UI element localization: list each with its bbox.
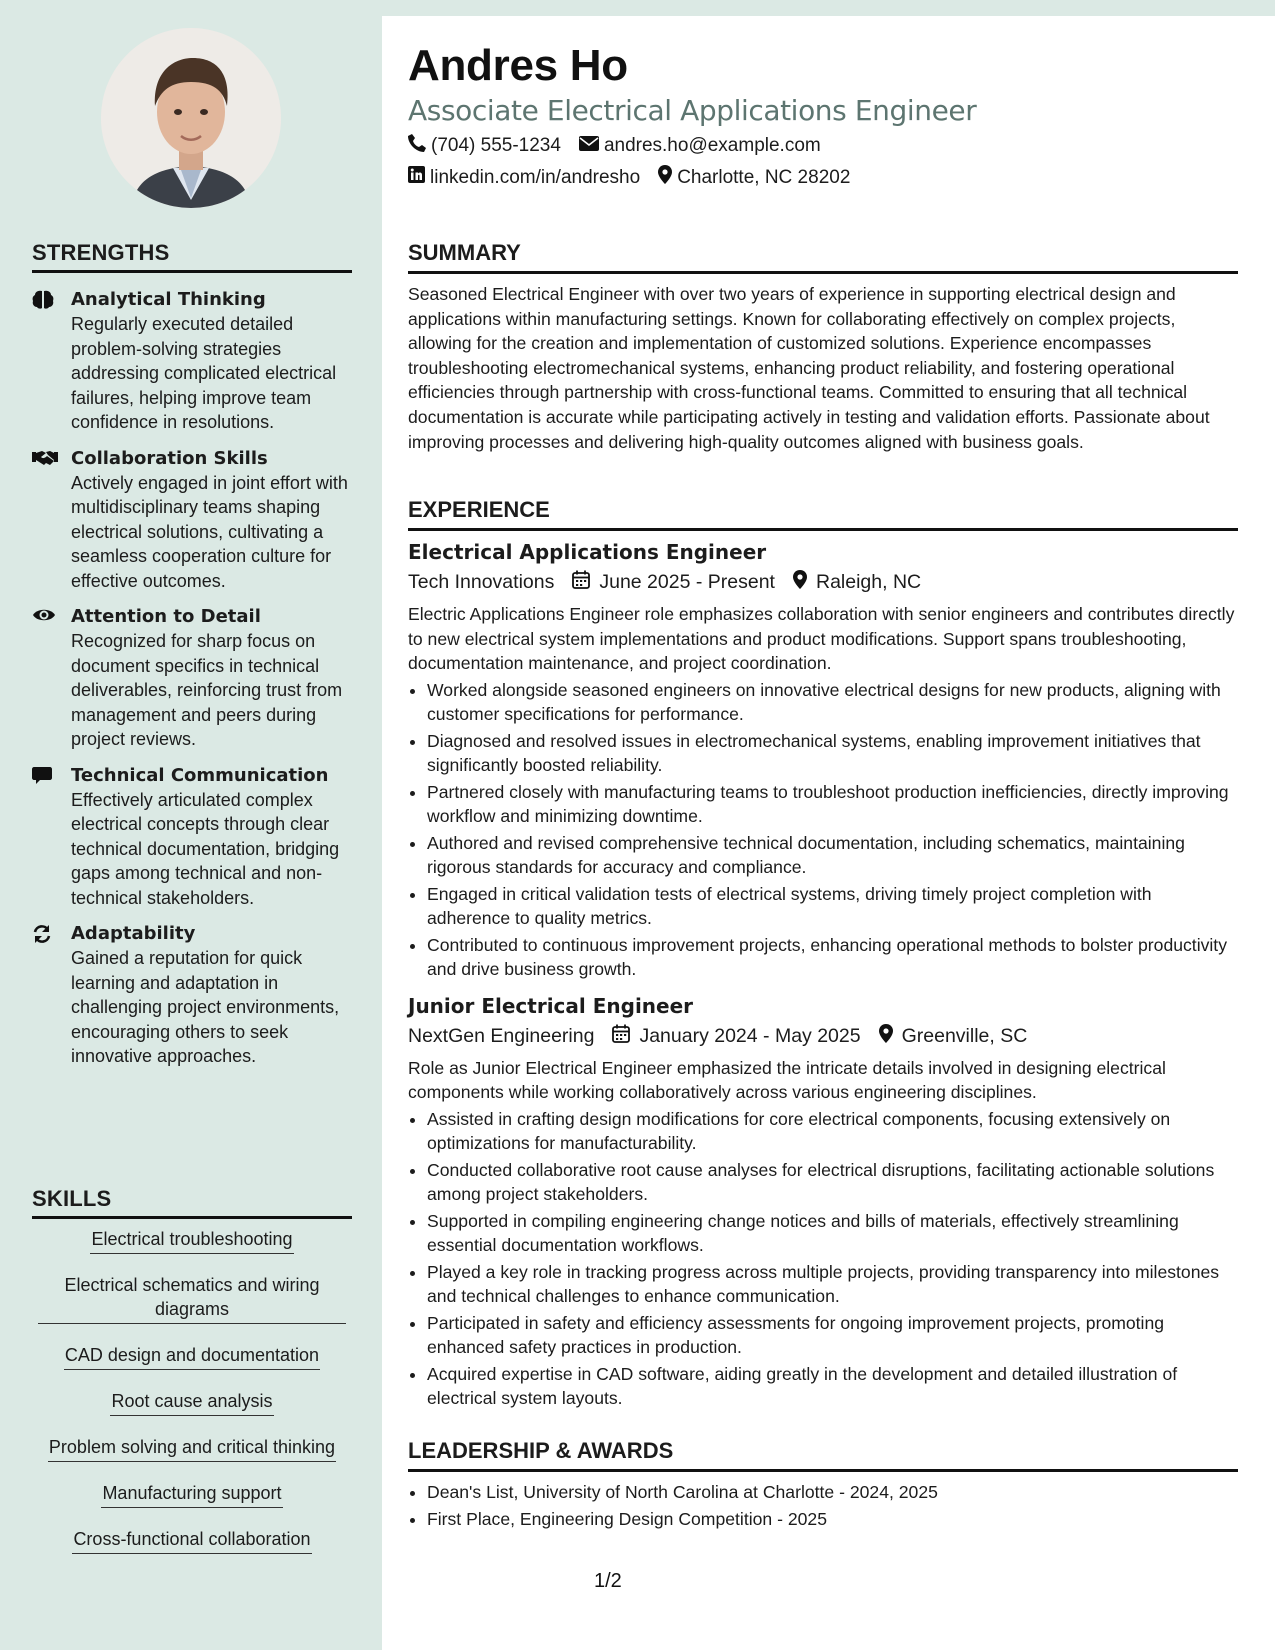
award-item: • Dean's List, University of North Carolina at Charlotte - 2024, 2025 [427, 1480, 1238, 1505]
strength-item [32, 922, 352, 1069]
awards-list [408, 1480, 1238, 1531]
job-bullets [408, 1107, 1238, 1411]
skill-item: Problem solving and critical thinking [48, 1435, 336, 1462]
summary-heading: SUMMARY [408, 240, 1238, 274]
strength-title: Attention to Detail [71, 606, 261, 627]
skill-item: CAD design and documentation [64, 1343, 320, 1370]
awards-section [408, 1438, 1238, 1533]
eye-icon [32, 607, 56, 627]
job-bullet: • Participated in safety and efficiency assessments for ongoing improvement projects, promoting enhanced safety practices in production. [427, 1311, 1238, 1360]
award-item: • First Place, Engineering Design Competition - 2025 [427, 1507, 1238, 1532]
candidate-name: Andres Ho [408, 41, 628, 90]
page-indicator: 1/2 [594, 1570, 622, 1592]
job-entry [408, 994, 1238, 1411]
envelope-icon [579, 135, 599, 157]
map-pin-icon [879, 1024, 893, 1049]
job-bullets [408, 678, 1238, 982]
job-title: Electrical Applications Engineer [408, 540, 767, 564]
awards-heading: LEADERSHIP & AWARDS [408, 1438, 1238, 1472]
strengths-section [32, 240, 352, 1069]
strength-description: Actively engaged in joint effort with multidisciplinary teams shaping electrical solutions, cultivating a seamless cooperation culture for effective outcomes. [71, 472, 348, 591]
strength-item [32, 764, 352, 911]
job-dates: June 2025 - Present [599, 571, 775, 593]
job-meta [408, 570, 1238, 595]
skills-heading: SKILLS [32, 1186, 352, 1219]
job-description: Electric Applications Engineer role emphasizes collaboration with senior engineers and contributes directly to new electrical system implementations and product modifications. Support spans troubleshooting, documentation maintenance, and project coordination. [408, 604, 1235, 674]
strengths-heading: STRENGTHS [32, 240, 352, 273]
skill-item: Root cause analysis [110, 1389, 273, 1416]
sidebar [0, 0, 382, 1650]
skill-item: Manufacturing support [101, 1481, 282, 1508]
strength-title: Technical Communication [71, 764, 329, 786]
skills-section [32, 1186, 352, 1573]
email-text[interactable]: andres.ho@example.com [603, 135, 821, 156]
email-contact[interactable] [579, 135, 821, 157]
linkedin-contact[interactable] [408, 166, 640, 189]
skill-item: Cross-functional collaboration [72, 1527, 311, 1554]
location-text: Charlotte, NC 28202 [677, 166, 851, 188]
handshake-icon [32, 449, 56, 469]
phone-contact [408, 134, 561, 158]
job-bullet: • Engaged in critical validation tests of electrical systems, driving timely project completion with adherence to quality metrics. [427, 882, 1238, 931]
contact-row-2 [408, 165, 850, 190]
job-bullet: • Diagnosed and resolved issues in electromechanical systems, enabling improvement initiatives that significantly boosted reliability. [427, 729, 1238, 778]
job-bullet: • Partnered closely with manufacturing teams to troubleshoot production inefficiencies, directly improving workflow and minimizing downtime. [427, 780, 1238, 829]
linkedin-icon [408, 166, 425, 189]
job-bullet: • Assisted in crafting design modifications for core electrical components, focusing extensively on optimizations for manufacturability. [427, 1107, 1238, 1156]
map-pin-icon [793, 570, 807, 595]
summary-text: Seasoned Electrical Engineer with over two years of experience in supporting electrical design and applications within manufacturing settings. Known for collaborating effectively on complex projects, allowing for the creation and implementation of customized solutions. Experience encompasses troubleshooting electromechanical systems, enhancing product reliability, and fostering operational efficiencies through partnership with cross-functional teams. Committed to ensuring that all technical documentation is accurate while participating actively in testing and validation efforts. Passionate about improving processes and delivering high-quality outcomes aligned with business goals. [408, 284, 1210, 452]
skill-item: Electrical troubleshooting [90, 1227, 293, 1254]
strength-title: Analytical Thinking [71, 289, 266, 310]
job-company: NextGen Engineering [408, 1024, 595, 1047]
job-entry [408, 540, 1238, 982]
strength-description: Regularly executed detailed problem-solving strategies addressing complicated electrical failures, helping improve team confidence in resolutions. [71, 314, 337, 432]
job-bullet: • Acquired expertise in CAD software, aiding greatly in the development and detailed illustration of electrical system layouts. [427, 1362, 1238, 1411]
brain-icon [32, 290, 56, 310]
skills-list [32, 1227, 352, 1554]
job-company: Tech Innovations [408, 571, 555, 593]
strength-description: Gained a reputation for quick learning and adaptation in challenging project environments, encouraging others to seek innovative approaches. [71, 948, 340, 1066]
refresh-icon [32, 924, 56, 944]
calendar-icon [572, 570, 590, 595]
chat-bubble-icon [32, 766, 56, 786]
experience-heading: EXPERIENCE [408, 497, 1238, 531]
main-content [382, 16, 1275, 1650]
job-dates: January 2024 - May 2025 [639, 1024, 861, 1047]
job-bullet: • Authored and revised comprehensive technical documentation, including schematics, maintaining rigorous standards for accuracy and compliance. [427, 831, 1238, 880]
job-location: Raleigh, NC [815, 571, 922, 593]
strength-description: Recognized for sharp focus on document specifics in technical deliverables, reinforcing trust from management and peers during project reviews. [71, 631, 343, 749]
phone-text: (704) 555-1234 [431, 135, 561, 156]
job-location: Greenville, SC [901, 1024, 1028, 1047]
job-bullet: • Conducted collaborative root cause analyses for electrical disruptions, facilitating actionable solutions among project stakeholders. [427, 1158, 1238, 1207]
job-meta [408, 1024, 1238, 1049]
strength-description: Effectively articulated complex electrical concepts through clear technical documentation, bridging gaps among technical and non-technical stakeholders. [71, 789, 340, 908]
candidate-title: Associate Electrical Applications Engineer [408, 94, 977, 127]
job-bullet: • Supported in compiling engineering change notices and bills of materials, effectively streamlining essential documentation workflows. [427, 1209, 1238, 1258]
strength-item [32, 605, 352, 752]
strength-title: Collaboration Skills [71, 447, 268, 469]
strength-title: Adaptability [71, 923, 196, 944]
skill-item: Electrical schematics and wiring diagrams [38, 1273, 346, 1324]
map-pin-icon [658, 165, 672, 190]
job-title: Junior Electrical Engineer [408, 993, 694, 1018]
contact-row-1 [408, 134, 821, 158]
linkedin-text[interactable]: linkedin.com/in/andresho [430, 166, 641, 188]
strength-item [32, 447, 352, 594]
strength-item [32, 288, 352, 435]
job-bullet: • Played a key role in tracking progress across multiple projects, providing transparency into milestones and technical challenges to enhance communication. [427, 1260, 1238, 1309]
profile-photo [101, 28, 281, 208]
summary-section [408, 240, 1238, 454]
location-contact [658, 165, 850, 190]
phone-icon [408, 134, 426, 158]
experience-section [408, 497, 1238, 1413]
job-description: Role as Junior Electrical Engineer emphasized the intricate details involved in designing electrical components while working collaboratively across various engineering disciplines. [408, 1057, 1166, 1103]
job-bullet: • Worked alongside seasoned engineers on innovative electrical designs for new products, aligning with customer specifications for performance. [427, 678, 1238, 727]
job-bullet: • Contributed to continuous improvement projects, enhancing operational methods to bolster productivity and drive business growth. [427, 933, 1238, 982]
calendar-icon [612, 1024, 630, 1049]
